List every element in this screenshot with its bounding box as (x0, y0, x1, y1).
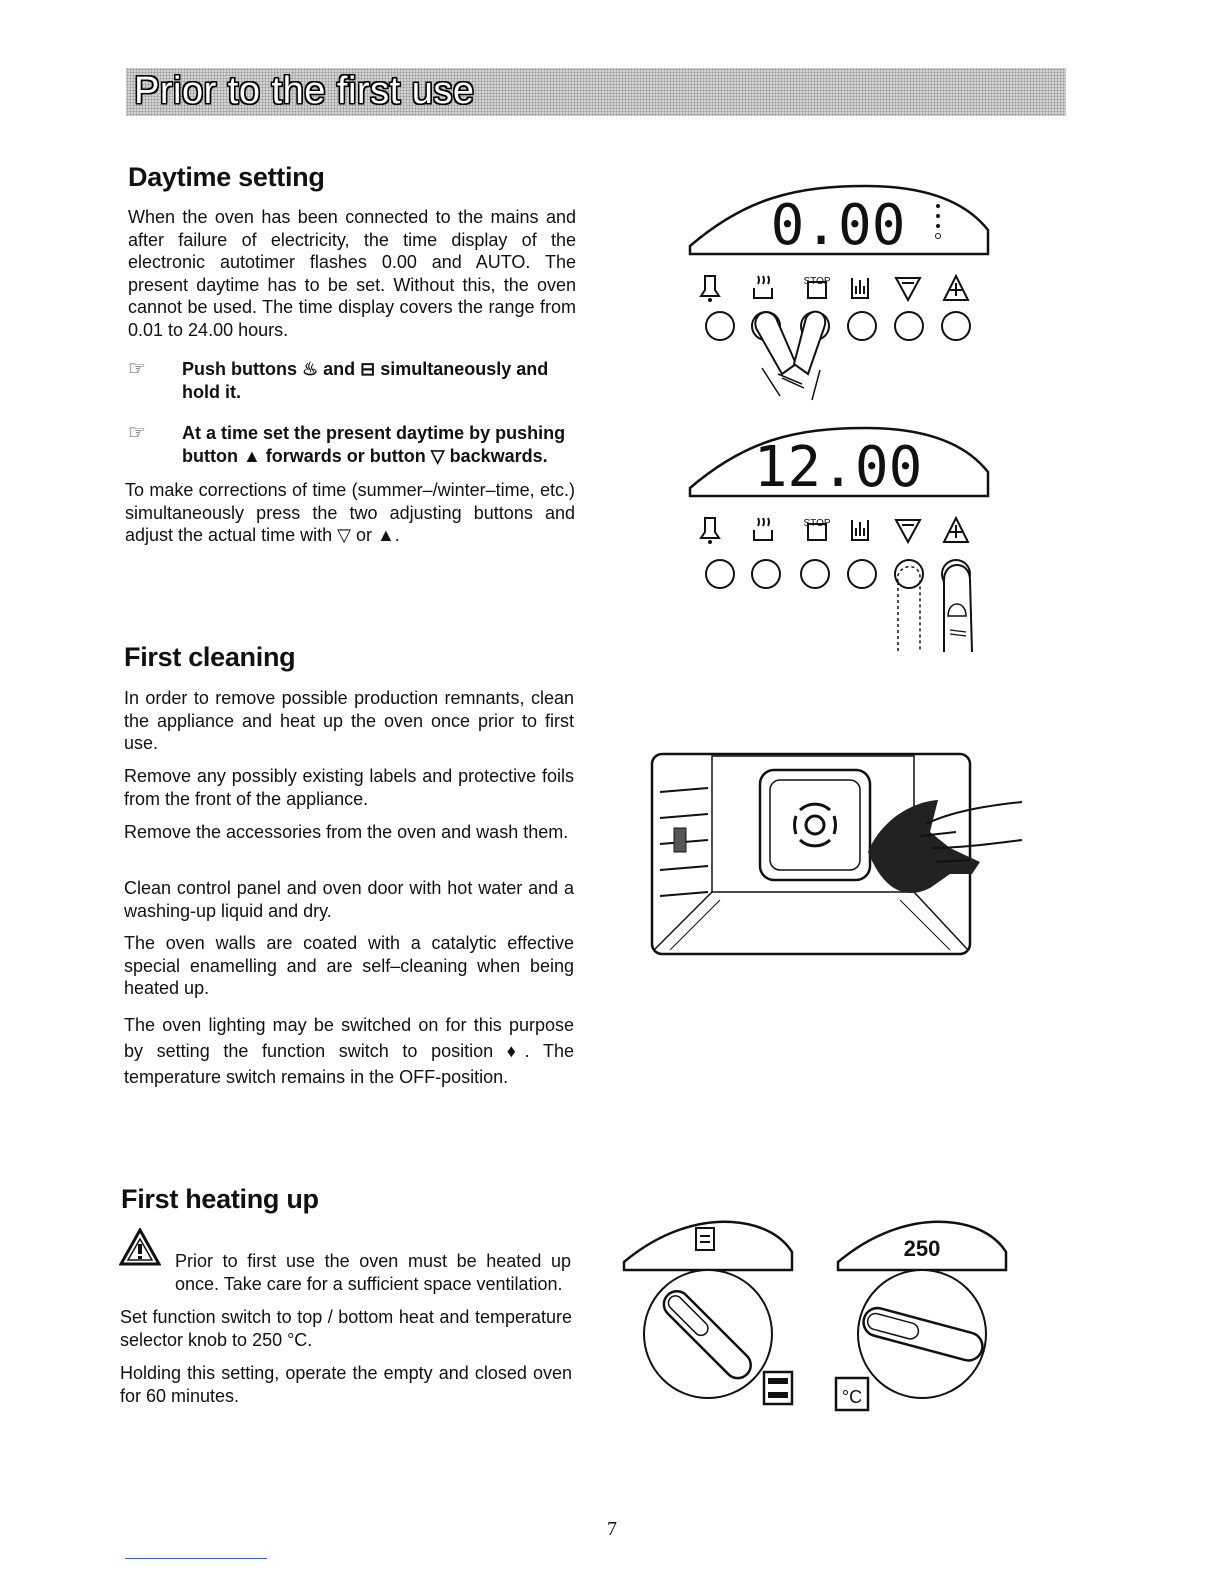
cook-time-button (752, 560, 780, 588)
cook-time-icon (754, 276, 772, 298)
daytime-paragraph-1: When the oven has been connected to the mains and after failure of electricity, the time display of the electronic autotimer flashes 0.00 and AUTO. The present daytime has to be set. Without this, the oven cannot be used. The time display covers the range from 0.01 to 24.00 hours. (128, 207, 576, 340)
page-number: 7 (607, 1518, 617, 1540)
end-time-icon (852, 520, 868, 540)
step-2-text: At a time set the present daytime by pushing button ▲ forwards or button ▽ backwards. (182, 423, 566, 466)
bell-icon (701, 276, 719, 302)
svg-text:STOP: STOP (803, 276, 831, 287)
time-display-2: 12.00 (753, 435, 923, 500)
footer-rule (125, 1558, 267, 1559)
cleaning-paragraph-5: The oven walls are coated with a catalytic effective special enamelling and are self–cleaning when being heated up. (124, 933, 574, 998)
timer-figure-2 (686, 420, 996, 652)
minus-triangle-icon (896, 520, 920, 542)
cleaning-paragraph-4: Clean control panel and oven door with hot water and a washing-up liquid and dry. (124, 878, 574, 921)
cleaning-heading: First cleaning (124, 642, 296, 672)
heating-paragraph-1: Set function switch to top / bottom heat and temperature selector knob to 250 °C. (120, 1307, 572, 1350)
fan-cover (760, 770, 870, 880)
temperature-value: 250 (903, 1236, 941, 1261)
minus-button (895, 312, 923, 340)
cleaning-paragraph-6: The oven lighting may be switched on for this purpose by setting the function switch to position ♦. The temperature switch remains in the OFF-position. (124, 1015, 574, 1087)
plus-triangle-icon (944, 276, 968, 300)
cleaning-paragraph-3: Remove the accessories from the oven and wash them. (124, 822, 569, 842)
stop-button (801, 560, 829, 588)
stop-icon (803, 518, 830, 540)
warning-triangle-icon (119, 1228, 161, 1266)
end-time-button (848, 560, 876, 588)
daytime-step-2 (128, 422, 578, 468)
plus-triangle-icon (944, 518, 968, 542)
pointing-hand-icon: ☞ (128, 358, 146, 380)
two-fingers-icon (755, 312, 825, 400)
knobs-figure (622, 1214, 1008, 1420)
top-bottom-heat-icon (764, 1372, 792, 1404)
plus-button (942, 312, 970, 340)
end-time-button (848, 312, 876, 340)
heating-heading: First heating up (121, 1184, 319, 1214)
bell-icon (701, 518, 719, 544)
daytime-step-1 (128, 358, 578, 404)
daytime-paragraph-2: To make corrections of time (summer–/winter–time, etc.) simultaneously press the two adjusting buttons and adjust the actual time with ▽ or ▲. (125, 480, 575, 545)
daytime-heading: Daytime setting (128, 162, 325, 192)
heating-paragraph-2: Holding this setting, operate the empty and closed oven for 60 minutes. (120, 1363, 572, 1406)
step-1-text: Push buttons ♨ and ⊟ simultaneously and hold it. (182, 359, 549, 402)
heating-warning-text: Prior to first use the oven must be heated up once. Take care for a sufficient space ventilation. (175, 1251, 571, 1294)
cleaning-paragraph-2: Remove any possibly existing labels and protective foils from the front of the appliance. (124, 766, 574, 809)
celsius-icon (836, 1378, 868, 1410)
time-display-1: 0.00 (770, 193, 906, 258)
pointing-hand-icon: ☞ (128, 422, 146, 444)
stop-icon (803, 276, 830, 298)
minus-triangle-icon (896, 278, 920, 300)
bell-button (706, 312, 734, 340)
header-banner (126, 68, 1066, 116)
svg-text:°C: °C (841, 1387, 863, 1407)
timer-figure-1 (686, 178, 996, 413)
pointing-finger-icon (898, 565, 972, 652)
oven-cleaning-figure (650, 752, 1026, 958)
bell-button (706, 560, 734, 588)
page-title: Prior to the first use (134, 70, 475, 112)
svg-text:STOP: STOP (803, 518, 831, 529)
cleaning-paragraph-1: In order to remove possible production remnants, clean the appliance and heat up the oven once prior to first use. (124, 688, 574, 753)
cook-time-icon (754, 518, 772, 540)
end-time-icon (852, 278, 868, 298)
